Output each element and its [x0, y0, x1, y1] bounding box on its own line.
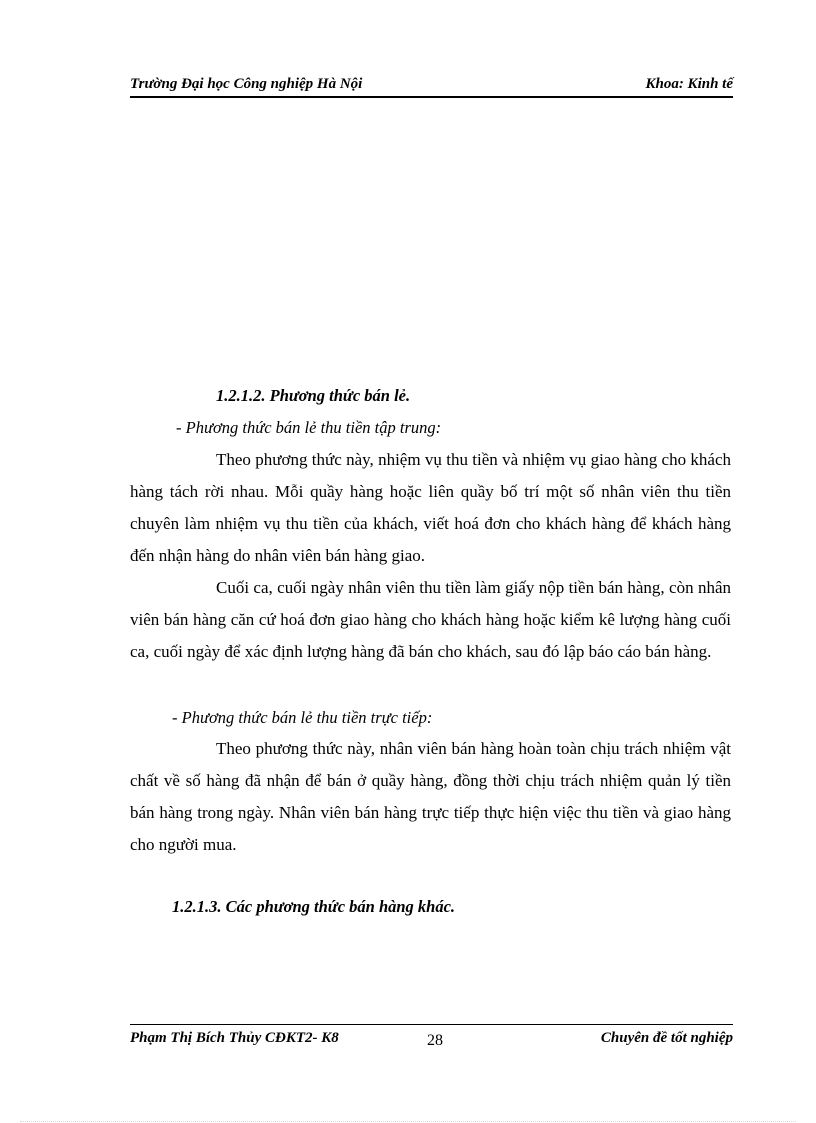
paragraph-1: Theo phương thức này, nhiệm vụ thu tiền và nhiệm vụ giao hàng cho khách hàng tách rời nhau. Mỗi quầy hàng hoặc liên quầy bố trí một số nhân viên thu tiền chuyên làm nhiệm vụ thu tiền của khách, viết hoá đơn cho khách hàng để khách hàng đến nhận hàng do nhân viên bán hàng giao. — [130, 450, 731, 565]
header-school: Trường Đại học Công nghiệp Hà Nội — [130, 76, 363, 92]
subsection-title-centralized: - Phương thức bán lẻ thu tiền tập trung: — [176, 418, 442, 437]
paragraph-3: Theo phương thức này, nhân viên bán hàng hoàn toàn chịu trách nhiệm vật chất về số hàng đã nhận để bán ở quầy hàng, đồng thời chịu trách nhiệm quản lý tiền bán hàng trong ngày. Nhân viên bán hàng trực tiếp thực hiện việc thu tiền và giao hàng cho người mua. — [130, 739, 731, 854]
paragraph-2: Cuối ca, cuối ngày nhân viên thu tiền làm giấy nộp tiền bán hàng, còn nhân viên bán hàng căn cứ hoá đơn giao hàng cho khách hàng hoặc kiểm kê lượng hàng cuối ca, cuối ngày để xác định lượng hàng đã bán cho khách, sau đó lập báo cáo bán hàng. — [130, 578, 731, 661]
page-number: 28 — [427, 1032, 443, 1049]
section-title-1212: 1.2.1.2. Phương thức bán lẻ. — [216, 386, 411, 405]
header-faculty: Khoa: Kinh tế — [645, 76, 733, 92]
subsection-title-direct: - Phương thức bán lẻ thu tiền trực tiếp: — [172, 708, 433, 727]
page-edge-divider — [20, 1121, 796, 1122]
section-title-1213: 1.2.1.3. Các phương thức bán hàng khác. — [172, 897, 456, 916]
page-footer — [130, 1024, 733, 1051]
page-header — [130, 76, 733, 98]
footer-doc-type: Chuyên đề tốt nghiệp — [600, 1030, 733, 1046]
footer-author: Phạm Thị Bích Thủy CĐKT2- K8 — [130, 1030, 339, 1046]
